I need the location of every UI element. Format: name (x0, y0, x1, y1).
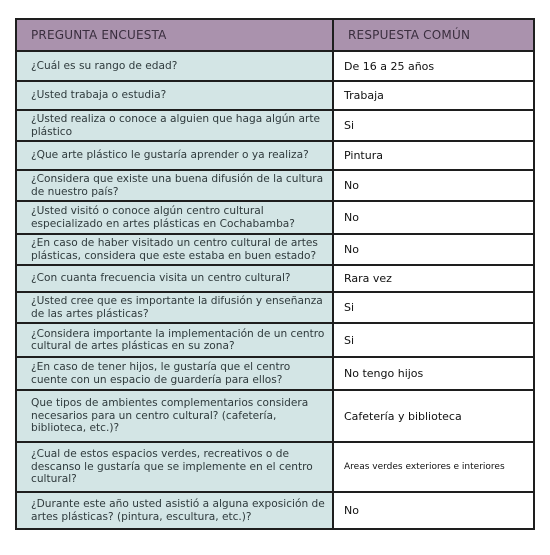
question-cell: ¿Durante este año usted asistió a alguna exposición de artes plásticas? (pintura, escultura, etc.)? (16, 492, 333, 529)
question-cell: Que tipos de ambientes complementarios considera necesarios para un centro cultural? (cafetería, biblioteca, etc.)? (16, 390, 333, 442)
answer-cell: Trabaja (333, 81, 534, 110)
question-cell: ¿Cual de estos espacios verdes, recreativos o de descanso le gustaría que se implemente en el centro cultural? (16, 442, 333, 492)
answer-cell: No tengo hijos (333, 357, 534, 390)
table-row (16, 265, 534, 292)
question-cell: ¿Considera importante la implementación de un centro cultural de artes plásticas en su zona? (16, 323, 333, 357)
table-row (16, 141, 534, 170)
question-cell: ¿En caso de haber visitado un centro cultural de artes plásticas, considera que este estaba en buen estado? (16, 234, 333, 265)
table-row (16, 51, 534, 81)
question-cell: ¿Usted visitó o conoce algún centro cultural especializado en artes plásticas en Cochabamba? (16, 201, 333, 234)
answer-cell: De 16 a 25 años (333, 51, 534, 81)
question-cell: ¿En caso de tener hijos, le gustaría que el centro cuente con un espacio de guardería para ellos? (16, 357, 333, 390)
survey-table (15, 18, 535, 530)
table-row (16, 201, 534, 234)
table-row (16, 323, 534, 357)
question-cell: ¿Usted cree que es importante la difusión y enseñanza de las artes plásticas? (16, 292, 333, 323)
answer-cell: Areas verdes exteriores e interiores (333, 442, 534, 492)
table-row (16, 110, 534, 141)
answer-cell: Si (333, 292, 534, 323)
table-row (16, 492, 534, 529)
question-cell: ¿Usted realiza o conoce a alguien que haga algún arte plástico (16, 110, 333, 141)
answer-cell: Si (333, 110, 534, 141)
answer-cell: No (333, 170, 534, 201)
answer-cell: No (333, 492, 534, 529)
table-row (16, 442, 534, 492)
answer-cell: Si (333, 323, 534, 357)
answer-cell: Cafetería y biblioteca (333, 390, 534, 442)
header-row (16, 19, 534, 51)
table-row (16, 292, 534, 323)
question-cell: ¿Que arte plástico le gustaría aprender o ya realiza? (16, 141, 333, 170)
answer-cell: Pintura (333, 141, 534, 170)
table-row (16, 234, 534, 265)
table-row (16, 81, 534, 110)
answer-cell: No (333, 234, 534, 265)
table-row (16, 357, 534, 390)
question-cell: ¿Considera que existe una buena difusión de la cultura de nuestro país? (16, 170, 333, 201)
question-cell: ¿Cuál es su rango de edad? (16, 51, 333, 81)
question-column-header: PREGUNTA ENCUESTA (16, 19, 333, 51)
answer-column-header: RESPUESTA COMÚN (333, 19, 534, 51)
question-cell: ¿Con cuanta frecuencia visita un centro cultural? (16, 265, 333, 292)
answer-cell: No (333, 201, 534, 234)
table-row (16, 170, 534, 201)
answer-cell: Rara vez (333, 265, 534, 292)
question-cell: ¿Usted trabaja o estudia? (16, 81, 333, 110)
table-row (16, 390, 534, 442)
